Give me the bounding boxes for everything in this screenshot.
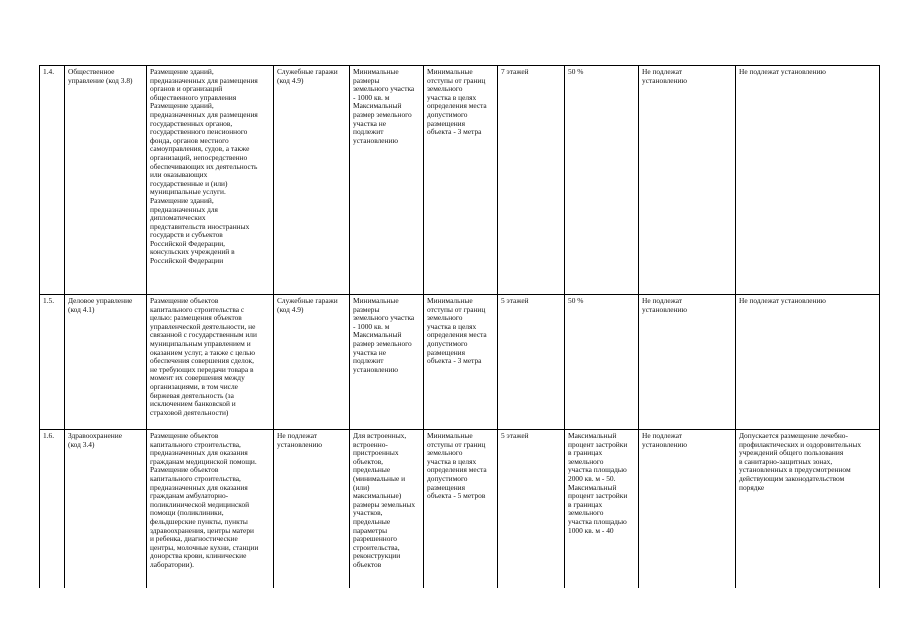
- row-number: 1.6.: [40, 430, 65, 589]
- row-number: 1.5.: [40, 295, 65, 430]
- zoning-regulations-table: [39, 65, 880, 588]
- row-number: 1.4.: [40, 66, 65, 295]
- table-row: [40, 295, 880, 430]
- land-use-description: Размещение объектов капитального строительства с целью: размещения объектов управленческой деятельности, не связанной с государственным или муниципальным управлением и оказанием услуг, а также с целью обеспечения совершения сделок, не требующих передачи товара в момент их совершения между организациями, в том числе биржевая деятельность (за исключением банковской и страховой деятельности): [147, 295, 274, 430]
- land-use-name: Деловое управление (код 4.1): [65, 295, 147, 430]
- building-coverage: Максимальный процент застройки в границах земельного участка площадью 2000 кв. м - 50. Максимальный процент застройки в границах земельного участка площадью 1000 кв. м - 40: [565, 430, 639, 589]
- other-parameters: Не подлежат установлению: [639, 430, 736, 589]
- table-row: [40, 66, 880, 295]
- plot-size-limits: Для встроенных, встроенно- пристроенных объектов, предельные (минимальные и (или) максимальные) размеры земельных участков, предельные параметры разрешенного строительства, реконструкции объектов: [350, 430, 424, 589]
- other-parameters: Не подлежат установлению: [639, 66, 736, 295]
- max-floors: 5 этажей: [498, 295, 565, 430]
- auxiliary-use: Служебные гаражи (код 4.9): [274, 66, 350, 295]
- max-floors: 7 этажей: [498, 66, 565, 295]
- restrictions-notes: Не подлежат установлению: [736, 295, 880, 430]
- land-use-description: Размещение объектов капитального строительства, предназначенных для оказания гражданам медицинской помощи. Размещение объектов капитального строительства, предназначенных для оказания гражданам амбулаторно- поликлинической медицинской помощи (поликлиники, фельдшерские пункты, пункты здравоохранения, центры матери и ребенка, диагностические центры, молочные кухни, станции донорства крови, клинические лаборатории).: [147, 430, 274, 589]
- auxiliary-use: Не подлежат установлению: [274, 430, 350, 589]
- table-row: [40, 430, 880, 589]
- land-use-name: Общественное управление (код 3.8): [65, 66, 147, 295]
- max-floors: 5 этажей: [498, 430, 565, 589]
- boundary-setbacks: Минимальные отступы от границ земельного участка в целях определения места допустимого размещения объекта - 3 метра: [424, 295, 498, 430]
- restrictions-notes: Допускается размещение лечебно- профилактических и оздоровительных учреждений общего пользования в санитарно-защитных зонах, установленных в предусмотренном действующим законодательством порядке: [736, 430, 880, 589]
- other-parameters: Не подлежат установлению: [639, 295, 736, 430]
- land-use-description: Размещение зданий, предназначенных для размещения органов и организаций общественного управления Размещение зданий, предназначенных для размещения государственных органов, государственного пенсионного фонда, органов местного самоуправления, судов, а также организаций, непосредственно обеспечивающих их деятельность или оказывающих государственные и (или) муниципальные услуги. Размещение зданий, предназначенных для дипломатических представительств иностранных государств и субъектов Российской Федерации, консульских учреждений в Российской Федерации: [147, 66, 274, 295]
- boundary-setbacks: Минимальные отступы от границ земельного участка в целях определения места допустимого размещения объекта - 3 метра: [424, 66, 498, 295]
- boundary-setbacks: Минимальные отступы от границ земельного участка в целях определения места допустимого размещения объекта - 5 метров: [424, 430, 498, 589]
- restrictions-notes: Не подлежат установлению: [736, 66, 880, 295]
- auxiliary-use: Служебные гаражи (код 4.9): [274, 295, 350, 430]
- land-use-name: Здравоохранение (код 3.4): [65, 430, 147, 589]
- building-coverage: 50 %: [565, 66, 639, 295]
- building-coverage: 50 %: [565, 295, 639, 430]
- plot-size-limits: Минимальные размеры земельного участка - 1000 кв. м Максимальный размер земельного участка не подлежит установлению: [350, 66, 424, 295]
- plot-size-limits: Минимальные размеры земельного участка - 1000 кв. м Максимальный размер земельного участка не подлежит установлению: [350, 295, 424, 430]
